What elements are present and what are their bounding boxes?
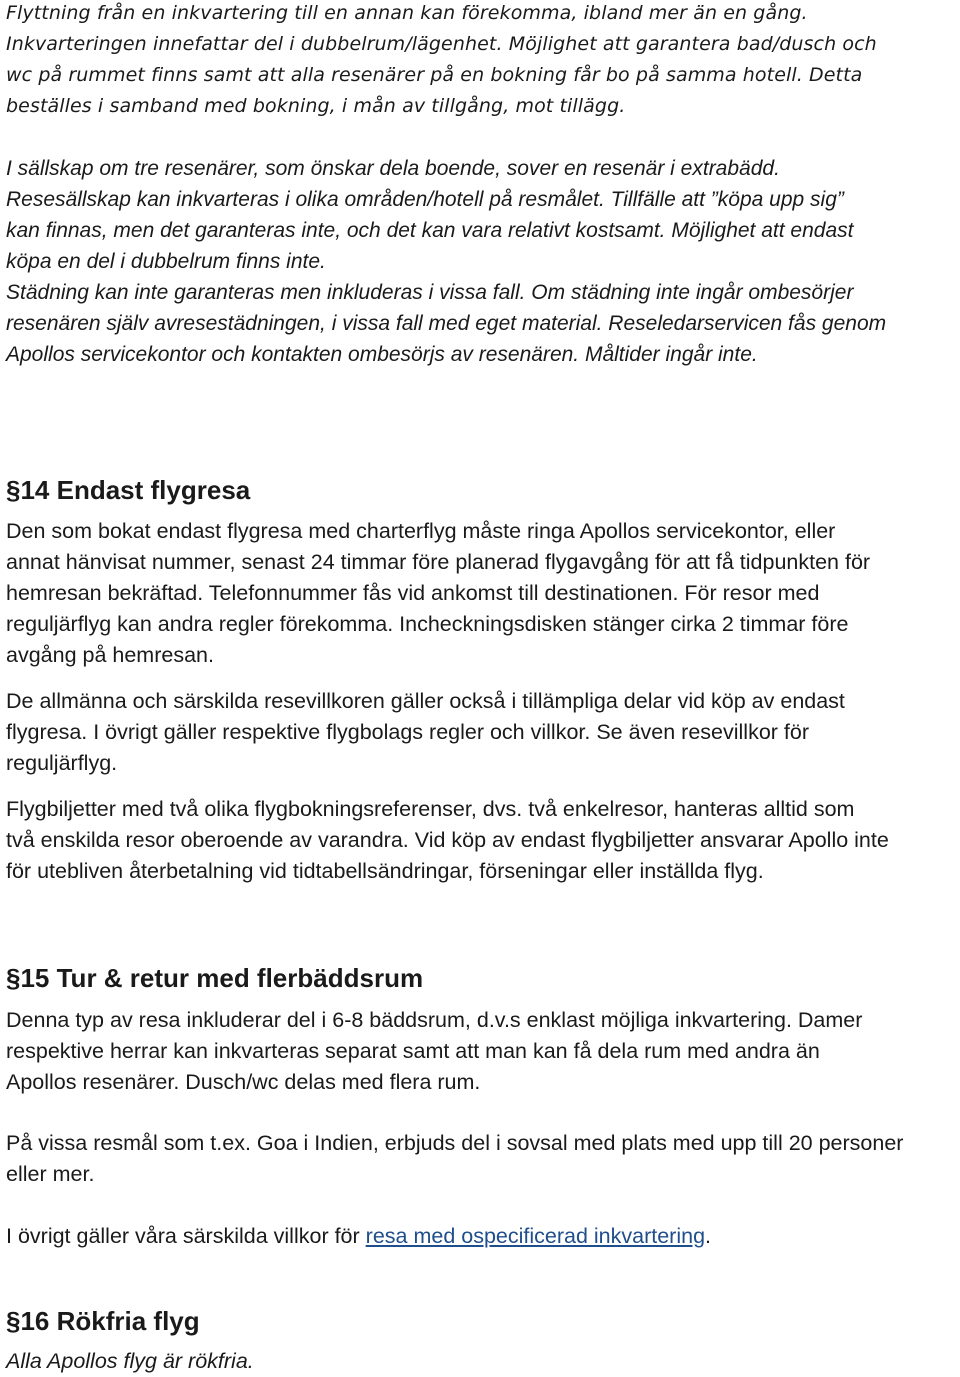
- text-line: kan finnas, men det garanteras inte, och det kan vara relativt kostsamt. Möjlighet att endast: [6, 219, 854, 242]
- text-line: flygresa. I övrigt gäller respektive flygbolags regler och villkor. Se även resevillkor för: [6, 720, 810, 744]
- text-line: Flygbiljetter med två olika flygbokningsreferenser, dvs. två enkelresor, hanteras alltid som: [6, 797, 855, 821]
- text-line: annat hänvisat nummer, senast 24 timmar före planerad flygavgång för att få tidpunkten för: [6, 550, 871, 574]
- paragraph-general-terms: [6, 686, 956, 779]
- text-line: Resesällskap kan inkvarteras i olika områden/hotell på resmålet. Tillfälle att ”köpa upp sig”: [6, 188, 844, 211]
- section-heading-15: §15 Tur & retur med flerbäddsrum: [6, 963, 424, 993]
- text-line: I sällskap om tre resenärer, som önskar dela boende, sover en resenär i extrabädd.: [6, 157, 780, 180]
- text-line: eller mer.: [6, 1162, 95, 1186]
- text-line: Inkvarteringen innefattar del i dubbelrum/lägenhet. Möjlighet att garantera bad/dusch och: [6, 33, 877, 55]
- text-line: De allmänna och särskilda resevillkoren gäller också i tillämpliga delar vid köp av endast: [6, 689, 845, 713]
- text-line: Denna typ av resa inkluderar del i 6-8 bäddsrum, d.v.s enklast möjliga inkvartering. Damer: [6, 1008, 863, 1032]
- text-line: hemresan bekräftad. Telefonnummer fås vid ankomst till destinationen. För resor med: [6, 581, 820, 605]
- section-heading-16: §16 Rökfria flyg: [6, 1306, 200, 1336]
- paragraph-shared-accommodation: [6, 153, 956, 277]
- text-line: wc på rummet finns samt att alla resenärer på en bokning får bo på samma hotell. Detta: [6, 64, 863, 86]
- text-line: för utebliven återbetalning vid tidtabellsändringar, förseningar eller inställda flyg.: [6, 859, 764, 883]
- text-line: Städning kan inte garanteras men inkluderas i vissa fall. Om städning inte ingår ombesörjer: [6, 281, 854, 304]
- text-line: köpa en del i dubbelrum finns inte.: [6, 250, 326, 273]
- text-line: [6, 1221, 956, 1252]
- text-line: På vissa resmål som t.ex. Goa i Indien, erbjuds del i sovsal med plats med upp till 20 personer: [6, 1131, 904, 1155]
- paragraph-special-terms: [6, 1221, 956, 1252]
- text-line: respektive herrar kan inkvarteras separat samt att man kan få dela rum med andra än: [6, 1039, 820, 1063]
- paragraph-smoke-free: [6, 1346, 956, 1377]
- text-line: Den som bokat endast flygresa med charterflyg måste ringa Apollos servicekontor, eller: [6, 519, 836, 543]
- text-line: reguljärflyg.: [6, 751, 118, 775]
- text-line: Alla Apollos flyg är rökfria.: [6, 1349, 254, 1373]
- text-line: reguljärflyg kan andra regler förekomma. Incheckningsdisken stänger cirka 2 timmar före: [6, 612, 849, 636]
- paragraph-flight-only: [6, 516, 956, 671]
- special-terms-suffix: .: [705, 1224, 712, 1248]
- paragraph-dorm-rooms: [6, 1005, 956, 1098]
- text-line: resenären själv avresestädningen, i vissa fall med eget material. Reseledarservicen fås genom: [6, 312, 887, 335]
- paragraph-goa: [6, 1128, 956, 1190]
- text-line: beställes i samband med bokning, i mån av tillgång, mot tillägg.: [6, 95, 626, 117]
- section-heading-14: §14 Endast flygresa: [6, 475, 251, 505]
- special-terms-prefix: I övrigt gäller våra särskilda villkor för: [6, 1224, 366, 1248]
- paragraph-flight-tickets: [6, 794, 956, 887]
- text-line: Flyttning från en inkvartering till en annan kan förekomma, ibland mer än en gång.: [6, 2, 808, 24]
- unspecified-accommodation-link[interactable]: resa med ospecificerad inkvartering: [365, 1224, 706, 1248]
- paragraph-cleaning: [6, 277, 956, 370]
- text-line: två enskilda resor oberoende av varandra. Vid köp av endast flygbiljetter ansvarar Apollo inte: [6, 828, 889, 852]
- text-line: Apollos resenärer. Dusch/wc delas med flera rum.: [6, 1070, 481, 1094]
- text-line: avgång på hemresan.: [6, 643, 214, 667]
- paragraph-relocation: [6, 0, 956, 122]
- text-line: Apollos servicekontor och kontakten ombesörjs av resenären. Måltider ingår inte.: [6, 343, 758, 366]
